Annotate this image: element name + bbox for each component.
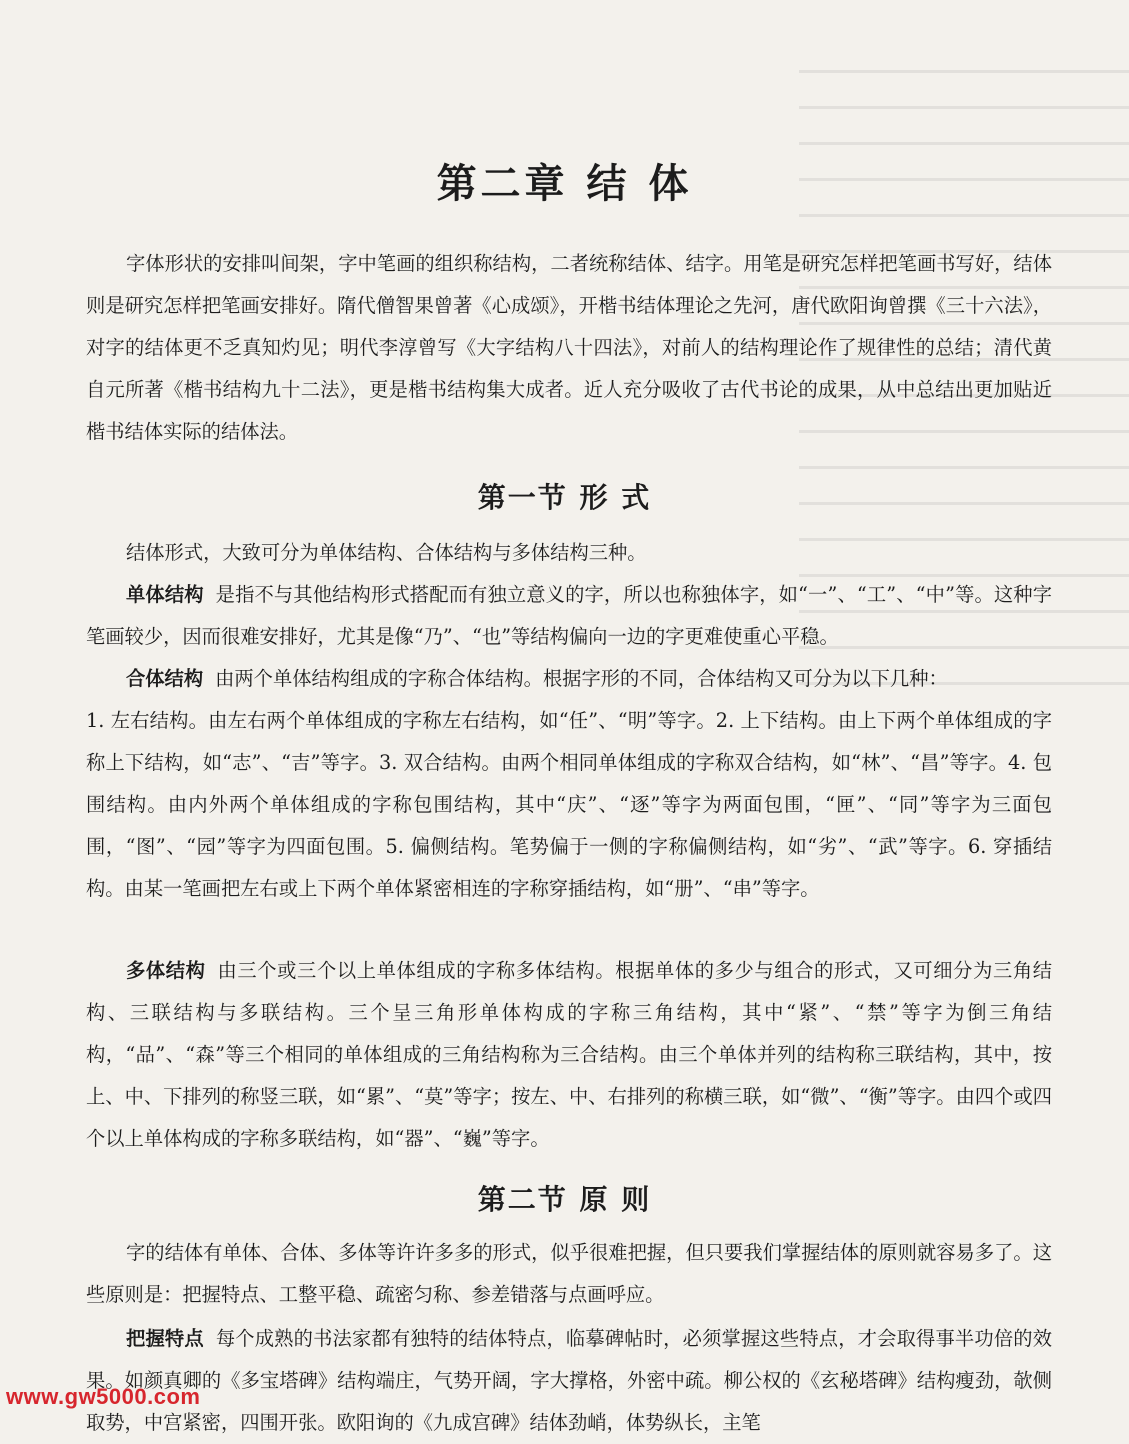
multi-structure-text: 由三个或三个以上单体组成的字称多体结构。根据单体的多少与组合的形式，又可细分为三角结构、三联结构与多联结构。三个呈三角形单体构成的字称三角结构，其中“紧”、“禁”等字为倒三角结构，“品”、“森”等三个相同的单体组成的三角结构称为三合结构。由三个单体并列的结构称三联结构，其中，按上、中、下排列的称竖三联，如“累”、“莫”等字；按左、中、右排列的称横三联，如“微”、“衡”等字。由四个或四个以上单体构成的字称多联结构，如“器”、“巍”等字。 xyxy=(86,959,1052,1150)
section-2-title: 第二节 原 则 xyxy=(477,1183,652,1216)
grasp-characteristics-text: 每个成熟的书法家都有独特的结体特点，临摹碑帖时，必须掌握这些特点，才会取得事半功倍的效果。如颜真卿的《多宝塔碑》结构端庄，气势开阔，字大撑格，外密中疏。柳公权的《玄秘塔碑》结构瘦劲，欹侧取势，中宫紧密，四围开张。欧阳询的《九成宫碑》结体劲峭，体势纵长，主笔 xyxy=(86,1327,1053,1434)
section-1-paragraph-compound-structure xyxy=(86,658,1052,700)
intro-paragraph: 字体形状的安排叫间架，字中笔画的组织称结构，二者统称结体、结字。用笔是研究怎样把笔画书写好，结体则是研究怎样把笔画安排好。隋代僧智果曾著《心成颂》，开楷书结体理论之先河，唐代欧阳询曾撰《三十六法》，对字的结体更不乏真知灼见；明代李淳曾写《大字结构八十四法》，对前人的结构理论作了规律性的总结；清代黄自元所著《楷书结构九十二法》，更是楷书结构集大成者。近人充分吸收了古代书论的成果，从中总结出更加贴近楷书结体实际的结体法。 xyxy=(86,252,1052,443)
section-2-paragraph-1: 字的结体有单体、合体、多体等许许多多的形式，似乎很难把握，但只要我们掌握结体的原则就容易多了。这些原则是：把握特点、工整平稳、疏密匀称、参差错落与点画呼应。 xyxy=(86,1241,1052,1306)
term-single-structure: 单体结构 xyxy=(126,583,204,606)
section-1-paragraph-compound-types: 1. 左右结构。由左右两个单体组成的字称左右结构，如“任”、“明”等字。2. 上下结构。由上下两个单体组成的字称上下结构，如“志”、“吉”等字。3. 双合结构。由两个相同单体组成的字称双合结构，如“林”、“昌”等字。4. 包围结构。由内外两个单体组成的字称包围结构，其中“庆”、“逐”等字为两面包围，“匣”、“同”等字为三面包围，“图”、“园”等字为四面包围。5. 偏侧结构。笔势偏于一侧的字称偏侧结构，如“劣”、“武”等字。6. 穿插结构。由某一笔画把左右或上下两个单体紧密相连的字称穿插结构，如“册”、“串”等字。 xyxy=(86,709,1052,900)
site-watermark: www.gw5000.com xyxy=(6,1384,201,1409)
compound-structure-text: 由两个单体结构组成的字称合体结构。根据字形的不同，合体结构又可分为以下几种： xyxy=(215,667,948,690)
term-compound-structure: 合体结构 xyxy=(126,667,204,690)
section-1-title: 第一节 形 式 xyxy=(477,481,652,514)
section-1-paragraph-1: 结体形式，大致可分为单体结构、合体结构与多体结构三种。 xyxy=(126,541,647,564)
chapter-title: 第二章 结 体 xyxy=(436,161,693,207)
section-1-paragraph-single-structure xyxy=(86,574,1052,658)
section-2-paragraph-characteristics xyxy=(86,1318,1052,1444)
single-structure-text: 是指不与其他结构形式搭配而有独立意义的字，所以也称独体字，如“一”、“工”、“中”等。这种字笔画较少，因而很难安排好，尤其是像“乃”、“也”等结构偏向一边的字更难使重心平稳。 xyxy=(86,583,1053,648)
term-grasp-characteristics: 把握特点 xyxy=(126,1327,204,1350)
term-multi-structure: 多体结构 xyxy=(126,959,206,982)
section-1-paragraph-multi-structure xyxy=(86,950,1052,1160)
